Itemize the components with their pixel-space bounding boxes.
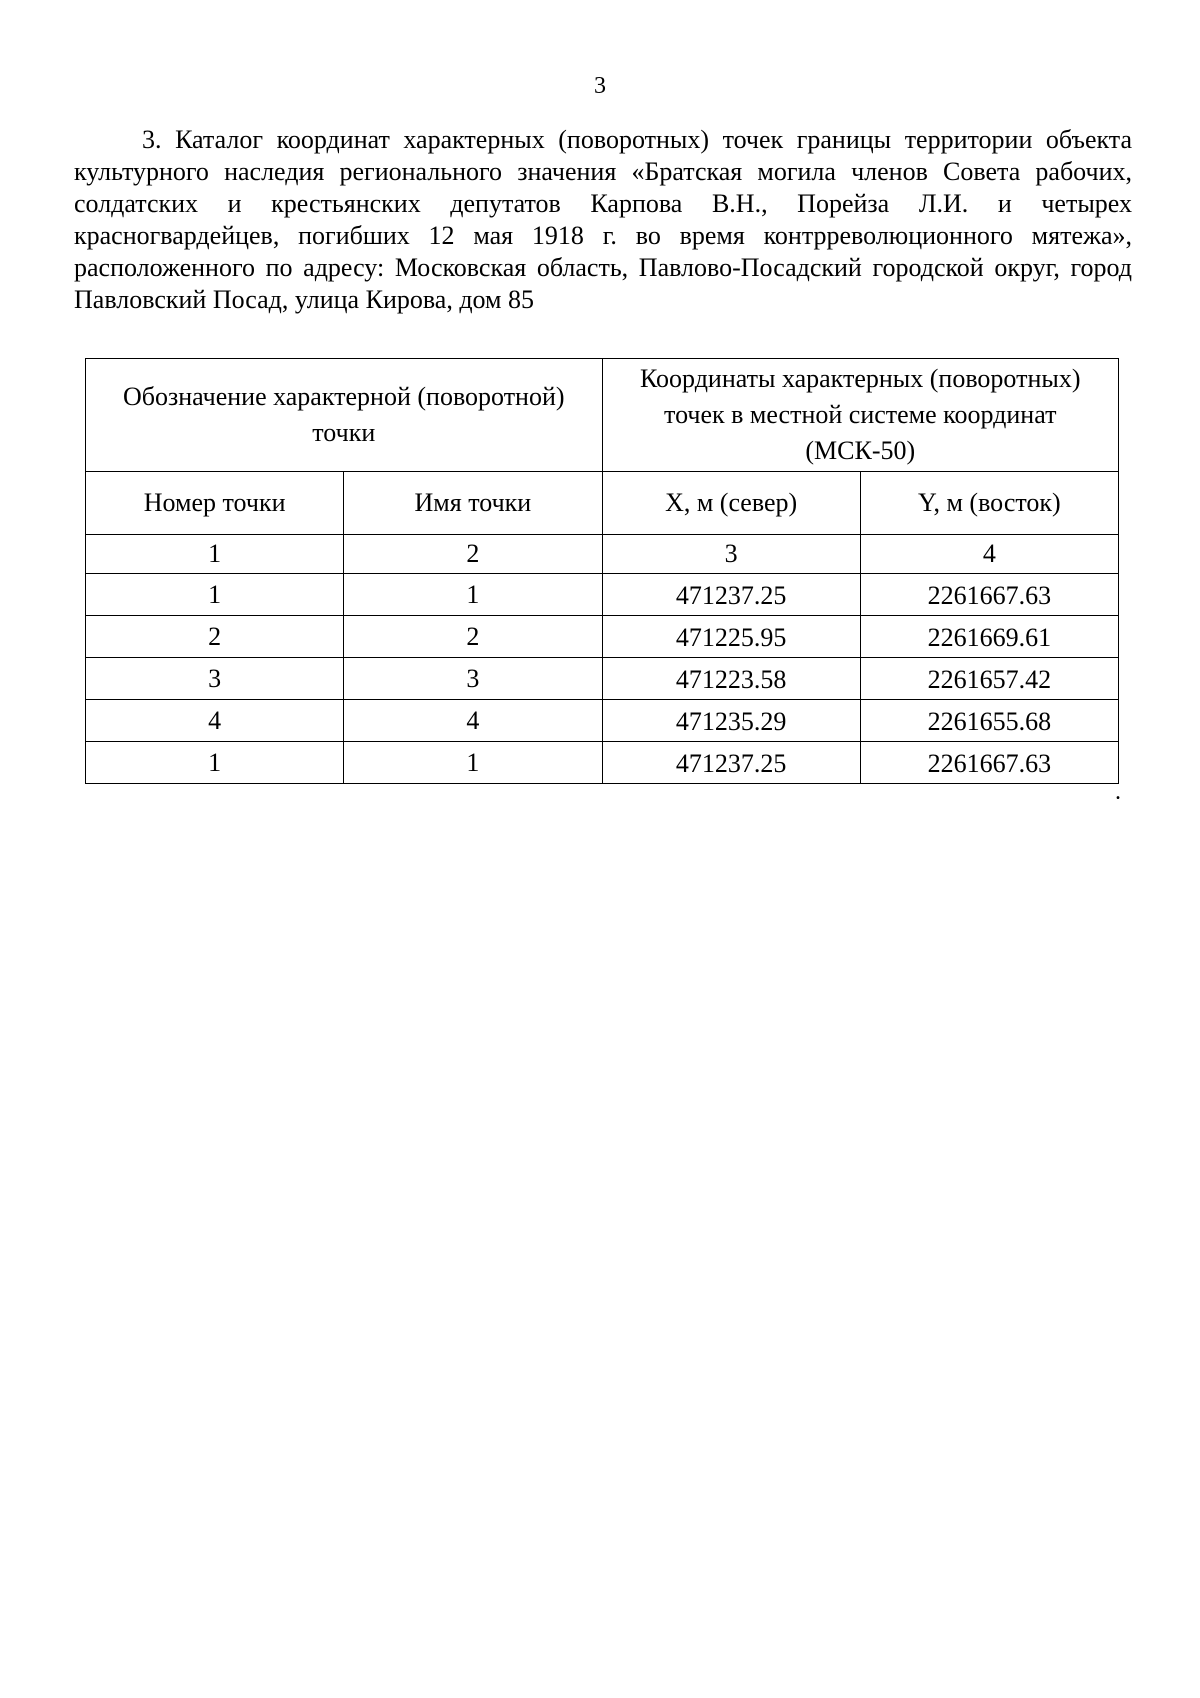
column-header-y: Y, м (восток) [860, 472, 1118, 535]
trailing-period: . [1115, 779, 1121, 805]
y-coordinate-cell: 2261657.42 [860, 658, 1118, 700]
point-number-cell: 1 [86, 742, 344, 784]
y-coordinate-cell: 2261669.61 [860, 616, 1118, 658]
point-number-cell: 2 [86, 616, 344, 658]
table-row [86, 742, 1119, 784]
x-coordinate-cell: 471237.25 [602, 574, 860, 616]
point-number-cell: 4 [86, 700, 344, 742]
y-coordinate-cell: 2261655.68 [860, 700, 1118, 742]
column-header-x: X, м (север) [602, 472, 860, 535]
point-name-cell: 3 [344, 658, 602, 700]
y-coordinate-cell: 2261667.63 [860, 574, 1118, 616]
table-row [86, 616, 1119, 658]
column-number: 4 [860, 535, 1118, 574]
x-coordinate-cell: 471237.25 [602, 742, 860, 784]
table-subheader-row [86, 472, 1119, 535]
x-coordinate-cell: 471235.29 [602, 700, 860, 742]
point-name-cell: 1 [344, 742, 602, 784]
x-coordinate-cell: 471223.58 [602, 658, 860, 700]
table-row [86, 574, 1119, 616]
column-header-point-name: Имя точки [344, 472, 602, 535]
point-name-cell: 1 [344, 574, 602, 616]
x-coordinate-cell: 471225.95 [602, 616, 860, 658]
table-header-row [86, 359, 1119, 472]
column-number-row [86, 535, 1119, 574]
y-coordinate-cell: 2261667.63 [860, 742, 1118, 784]
point-number-cell: 3 [86, 658, 344, 700]
column-number: 3 [602, 535, 860, 574]
coordinates-table [85, 358, 1119, 784]
header-coordinates: Координаты характерных (поворотных) точек в местной системе координат (МСК-50) [602, 359, 1119, 472]
column-header-point-number: Номер точки [86, 472, 344, 535]
page-number: 3 [594, 73, 606, 99]
point-name-cell: 4 [344, 700, 602, 742]
column-number: 2 [344, 535, 602, 574]
point-name-cell: 2 [344, 616, 602, 658]
column-number: 1 [86, 535, 344, 574]
header-point-designation: Обозначение характерной (поворотной) точки [86, 359, 603, 472]
table-row [86, 700, 1119, 742]
table-row [86, 658, 1119, 700]
catalog-paragraph: 3. Каталог координат характерных (поворотных) точек границы территории объекта культурного наследия регионального значения «Братская могила членов Совета рабочих, солдатских и крестьянских депутатов Карпова В.Н., Порейза Л.И. и четырех красногвардейцев, погибших 12 мая 1918 г. во время контрреволюционного мятежа», расположенного по адресу: Московская область, Павлово-Посадский городской округ, город Павловский Посад, улица Кирова, дом 85 [74, 125, 1132, 314]
point-number-cell: 1 [86, 574, 344, 616]
